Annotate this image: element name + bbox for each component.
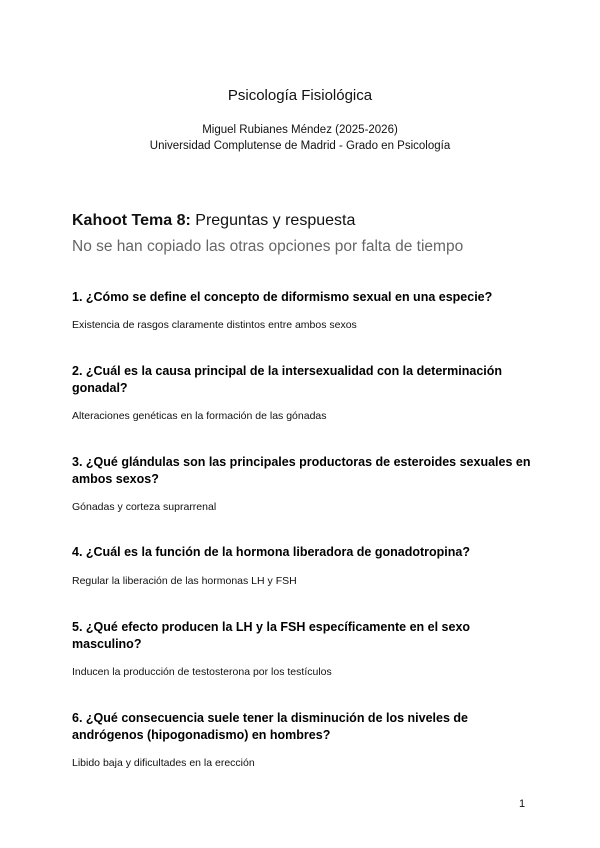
qa-item-2: [72, 363, 532, 422]
qa-item-3: [72, 454, 532, 513]
author-line: Miguel Rubianes Méndez (2025-2026): [202, 124, 398, 136]
document-title: Psicología Fisiológica: [227, 87, 373, 104]
answer-4: Regular la liberación de las hormonas LH y FSH: [72, 575, 297, 587]
answer-5: Inducen la producción de testosterona por los testículos: [72, 666, 332, 678]
qa-item-5: [72, 619, 532, 678]
answer-2: Alteraciones genéticas en la formación de las gónadas: [72, 410, 327, 422]
section-heading: [72, 212, 355, 230]
answer-1: Existencia de rasgos claramente distintos entre ambos sexos: [72, 319, 357, 331]
question-1: 1. ¿Cómo se define el concepto de diformismo sexual en una especie?: [72, 290, 493, 304]
question-4: 4. ¿Cuál es la función de la hormona liberadora de gonadotropina?: [72, 545, 470, 559]
qa-item-4: [72, 544, 532, 587]
qa-item-1: [72, 289, 532, 331]
section-subheading: No se han copiado las otras opciones por falta de tiempo: [72, 238, 464, 255]
question-6: 6. ¿Qué consecuencia suele tener la disminución de los niveles de andrógenos (hipogonadismo) en hombres?: [72, 711, 468, 742]
question-3: 3. ¿Qué glándulas son las principales productoras de esteroides sexuales en ambos sexos?: [72, 455, 531, 486]
question-5: 5. ¿Qué efecto producen la LH y la FSH específicamente en el sexo masculino?: [72, 620, 471, 651]
question-2: 2. ¿Cuál es la causa principal de la intersexualidad con la determinación gonadal?: [72, 364, 503, 395]
answer-3: Gónadas y corteza suprarrenal: [72, 501, 217, 513]
page-number: 1: [519, 798, 526, 810]
section-heading-rest: Preguntas y respuesta: [190, 212, 356, 229]
answer-6: Libido baja y dificultades en la erección: [72, 757, 255, 769]
qa-item-6: [72, 710, 532, 769]
university-line: Universidad Complutense de Madrid - Grado en Psicología: [149, 140, 451, 152]
section-heading-bold: Kahoot Tema 8:: [72, 212, 191, 229]
